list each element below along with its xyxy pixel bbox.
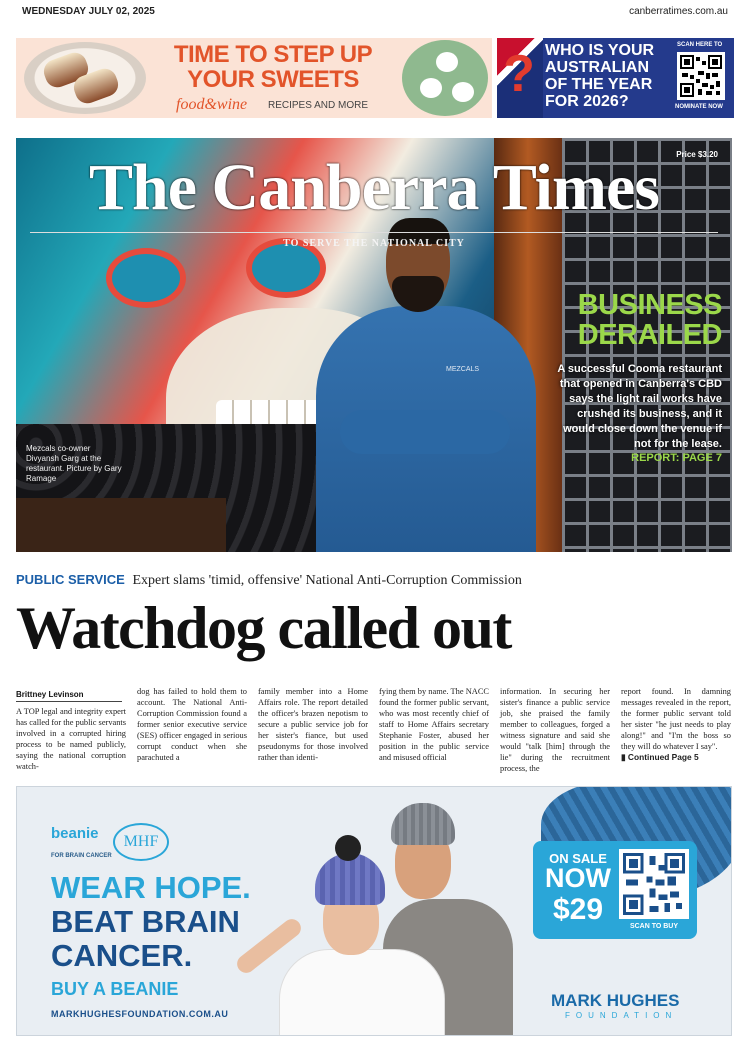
jacket-logo: MEZCALS: [446, 366, 480, 373]
promo-headline-line1: TIME TO STEP UP: [173, 41, 373, 68]
continued-link[interactable]: ▮ Continued Page 5: [621, 752, 699, 762]
story-column-3: family member into a Home Affairs role. The report detailed the officer's brazen nepotism to secure a public service job for her sister's fiance, but used pseudonyms for those involved rather than identi-: [258, 687, 368, 762]
masthead-motto: TO SERVE THE NATIONAL CITY: [283, 238, 465, 249]
site-url[interactable]: canberratimes.com.au: [629, 6, 728, 17]
issue-date: WEDNESDAY JULY 02, 2025: [22, 6, 155, 17]
man-arms-image: [340, 410, 510, 454]
question-mark-icon: ?: [503, 45, 535, 103]
ad-buy-cta[interactable]: BUY A BEANIE: [51, 979, 179, 999]
nominate-label: NOMINATE NOW: [675, 104, 723, 110]
ad-beat-line2: CANCER.: [51, 938, 193, 973]
scan-label: SCAN HERE TO: [677, 42, 723, 48]
grey-beanie-image: [391, 803, 455, 845]
promo-tagline: RECIPES AND MORE: [268, 100, 369, 111]
bear-cookie-image: [420, 78, 442, 98]
masthead-title: The Canberra Times: [89, 151, 659, 224]
promo-food-wine[interactable]: [16, 38, 492, 118]
promo-question-line4: FOR 2026?: [545, 93, 629, 110]
sale-panel[interactable]: [533, 841, 697, 939]
story-column-1: A TOP legal and integrity expert has called for the public servants involved in a corrupted hiring process to be named publicly, saying the national corruption watch-: [16, 707, 126, 771]
photo-caption: Mezcals co-owner Divyansh Garg at the restaurant. Picture by Gary Ramage: [26, 444, 122, 483]
beanie-ad[interactable]: [16, 786, 732, 1036]
girl-shirt-image: [279, 949, 445, 1036]
promo-question-line3: OF THE YEAR: [545, 76, 653, 93]
story-column-4: fying them by name. The NACC found the former public servant, who was most recently chief of staff to Home Affairs secretary Stephanie Foster, abused her position in the public service and misused official: [379, 687, 489, 762]
feature-title-line2: DERAILED: [577, 319, 722, 351]
ad-url[interactable]: MARKHUGHESFOUNDATION.COM.AU: [51, 1009, 229, 1019]
scan-to-buy-label: SCAN TO BUY: [629, 923, 679, 930]
qr-code-icon[interactable]: [677, 52, 725, 100]
table-image: [16, 498, 226, 552]
story-kicker: [16, 572, 522, 589]
section-label[interactable]: PUBLIC SERVICE: [16, 572, 125, 587]
bear-cookie-image: [452, 82, 474, 102]
top-bar: [22, 6, 728, 22]
hero-photo[interactable]: [16, 138, 732, 552]
promo-headline: [148, 42, 398, 92]
foundation-name: MARK HUGHES: [551, 991, 680, 1010]
food-wine-logo: food&wine: [176, 96, 248, 113]
promo-australian-of-year[interactable]: [497, 38, 734, 118]
now-label: NOW: [545, 863, 611, 893]
bear-cookie-image: [436, 52, 458, 72]
mhf-logo: MHF: [113, 823, 169, 861]
story-subhead: Expert slams 'timid, offensive' National Anti-Corruption Commission: [132, 573, 522, 588]
foundation-sub: FOUNDATION: [565, 1011, 678, 1020]
feature-summary: A successful Cooma restaurant that opened in Canberra's CBD says the light rail works have crushed its business, and it would close down the venue if not for the lease.: [557, 363, 722, 450]
story-column-5: information. In securing her sister's finance a public service job, she praised the family member to colleagues, forged a witness signature and said she would "talk [him] through the lie" during the recruitment process, the: [500, 687, 610, 773]
cover-price: Price $3.20: [676, 150, 718, 159]
mural-eye-image: [106, 248, 186, 308]
promo-headline-line2: YOUR SWEETS: [187, 66, 359, 93]
promo-question-line2: AUSTRALIAN: [545, 59, 649, 76]
beanie-logo: beanie: [51, 825, 99, 842]
feature-title-line1: BUSINESS: [577, 289, 722, 321]
promo-question-line1: WHO IS YOUR: [545, 42, 655, 59]
qr-code-icon[interactable]: [619, 849, 689, 919]
story-column-2: dog has failed to hold them to account. The National Anti-Corruption Commission found a former senior executive service (SES) officer engaged in serious corrupt conduct when she parachuted a: [137, 687, 247, 762]
ad-headline-wear-hope: WEAR HOPE.: [51, 870, 251, 905]
story-column-6: [621, 686, 731, 763]
story-column-6-text: report found. In damning messages revealed in the report, the former public servant told her sister "he just needs to play along!" and "I'm the boss so they will do whatever I say".: [621, 687, 731, 751]
on-sale-label: ON SALE: [549, 851, 607, 866]
ad-beat-line1: BEAT BRAIN: [51, 904, 240, 939]
beanie-pom-image: [335, 835, 361, 861]
story-headline[interactable]: Watchdog called out: [16, 595, 511, 661]
beanie-price: $29: [552, 893, 604, 926]
feature-page-ref[interactable]: REPORT: PAGE 7: [631, 452, 722, 464]
beanie-logo-sub: FOR BRAIN CANCER: [51, 853, 112, 859]
story-byline: Brittney Levinson: [16, 690, 122, 702]
masthead-rule: [30, 232, 718, 233]
promo-question: [545, 42, 673, 110]
feature-title[interactable]: [568, 290, 722, 350]
